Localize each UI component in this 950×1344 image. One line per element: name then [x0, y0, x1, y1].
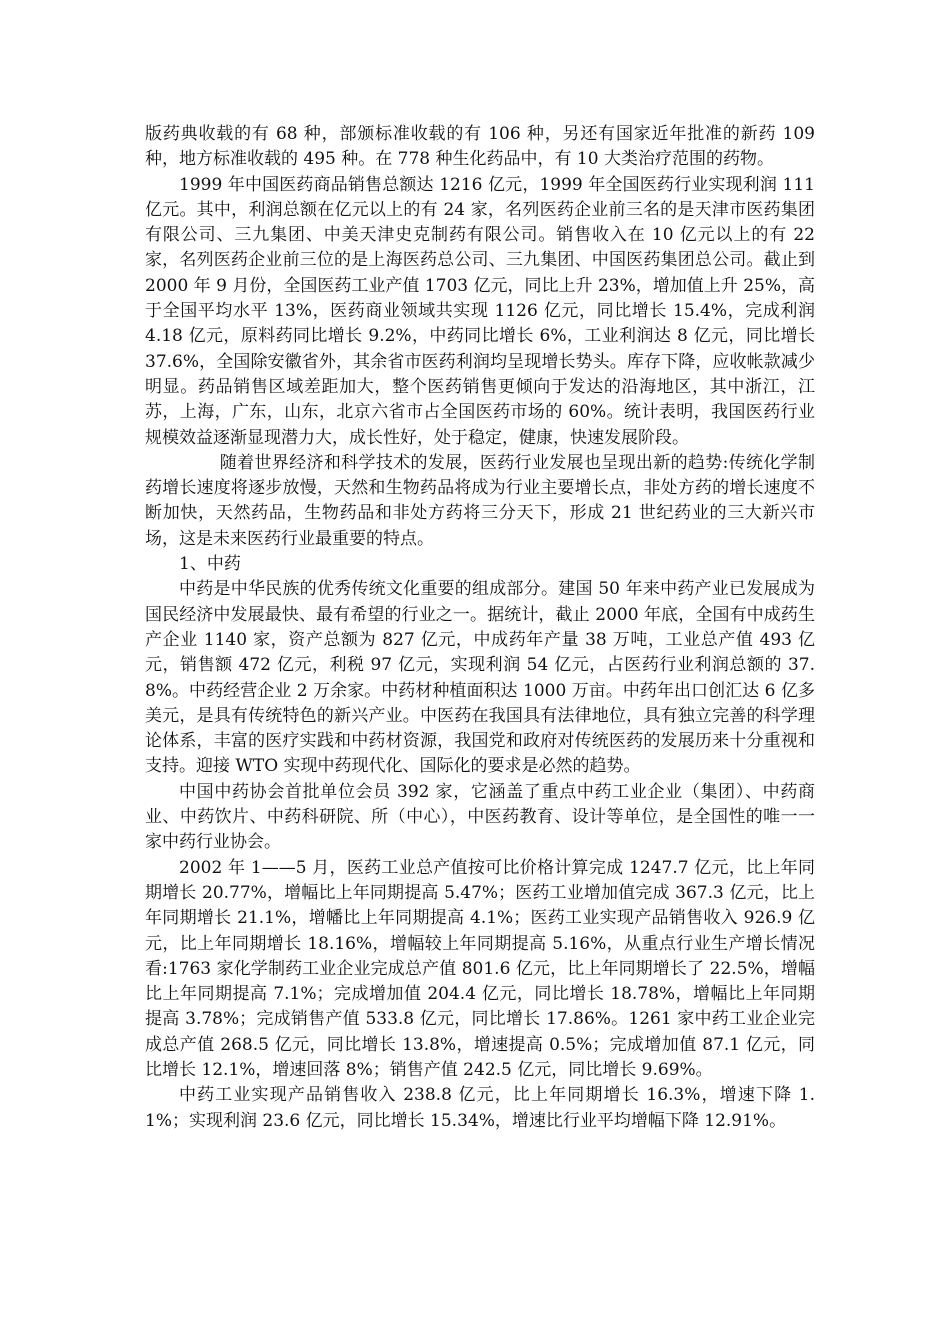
paragraph-2002-output: 2002 年 1——5 月，医药工业总产值按可比价格计算完成 1247.7 亿元，比上年同期增长 20.77%，增幅比上年同期提高 5.47%；医药工业增加值完成 367.3 亿元，比上年同期增长 21.1%，增幡比上年同期提高 4.1%；医药工业实现产品销售收入 926.9 亿元，比上年同期增长 18.16%，增幅较上年同期提高 5.16%，从重点行业生产增长情况看:1763 家化学制药工业企业完成总产值 801.6 亿元，比上年同期增长了 22.5%，增幅比上年同期提高 7.1%；完成增加值 204.4 亿元，同比增长 18.78%，增幅比上年同期提高 3.78%；完成销售产值 533.8 亿元，同比增长 17.86%。1261 家中药工业企业完成总产值 268.5 亿元，同比增长 13.8%，增速提高 0.5%；完成增加值 87.1 亿元，同比增长 12.1%，增速回落 8%；销售产值 242.5 亿元，同比增长 9.69%。: [145, 857, 815, 1080]
document-body: [145, 122, 815, 1134]
paragraph-industry-trends: 随着世界经济和科学技术的发展，医药行业发展也呈现出新的趋势:传统化学制药增长速度将逐步放慢，天然和生物药品将成为行业主要增长点，非处方药的增长速度不断加快，天然药品，生物药品和非处方药将三分天下，形成 21 世纪药业的三大新兴市场，这是未来医药行业最重要的特点。: [145, 452, 815, 549]
paragraph-sales-1999: 1999 年中国医药商品销售总额达 1216 亿元，1999 年全国医药行业实现利润 111 亿元。其中，利润总额在亿元以上的有 24 家，名列医药企业前三名的是天津市医药集团有限公司、三九集团、中美天津史克制药有限公司。销售收入在 10 亿元以上的有 22 家，名列医药企业前三位的是上海医药总公司、三九集团、中国医药集团总公司。截止到 2000 年 9 月份，全国医药工业产值 1703 亿元，同比上升 23%，增加值上升 25%，高于全国平均水平 13%，医药商业领域共实现 1126 亿元，同比增长 15.4%，完成利润 4.18 亿元，原料药同比增长 9.2%，中药同比增长 6%，工业利润达 8 亿元，同比增长 37.6%，全国除安徽省外，其余省市医药利润均呈现增长势头。库存下降，应收帐款减少明显。药品销售区域差距加大，整个医药销售更倾向于发达的沿海地区，其中浙江，江苏，上海，广东，山东，北京六省市占全国医药市场的 60%。统计表明，我国医药行业规模效益逐渐显现潜力大，成长性好，处于稳定，健康，快速发展阶段。: [145, 174, 815, 448]
paragraph-tcm-association: 中国中药协会首批单位会员 392 家，它涵盖了重点中药工业企业（集团）、中药商业、中药饮片、中药科研院、所（中心），中医药教育、设计等单位，是全国性的唯一一家中药行业协会。: [145, 781, 815, 853]
paragraph-tcm-overview: 中药是中华民族的优秀传统文化重要的组成部分。建国 50 年来中药产业已发展成为国民经济中发展最快、最有希望的行业之一。据统计，截止 2000 年底，全国有中成药生产企业 1140 家，资产总额为 827 亿元，中成药年产量 38 万吨，工业总产值 493 亿元，销售额 472 亿元，利税 97 亿元，实现利润 54 亿元，占医药行业利润总额的 37.8%。中药经营企业 2 万余家。中药材种植面积达 1000 万亩。中药年出口创汇达 6 亿多美元，是具有传统特色的新兴产业。中医药在我国具有法律地位，具有独立完善的科学理论体系，丰富的医疗实践和中药材资源，我国党和政府对传统医药的发展历来十分重视和支持。迎接 WTO 实现中药现代化、国际化的要求是必然的趋势。: [145, 579, 815, 777]
section-heading-tcm: 1、中药: [179, 554, 241, 575]
paragraph-tcm-sales: 中药工业实现产品销售收入 238.8 亿元，比上年同期增长 16.3%，增速下降 1.1%；实现利润 23.6 亿元，同比增长 15.34%，增速比行业平均增幅下降 12.91%。: [145, 1085, 815, 1131]
paragraph-continuation: 版药典收载的有 68 种，部颁标准收载的有 106 种，另还有国家近年批准的新药 109 种，地方标准收载的 495 种。在 778 种生化药品中，有 10 大类治疗范围的药物。: [145, 124, 815, 170]
